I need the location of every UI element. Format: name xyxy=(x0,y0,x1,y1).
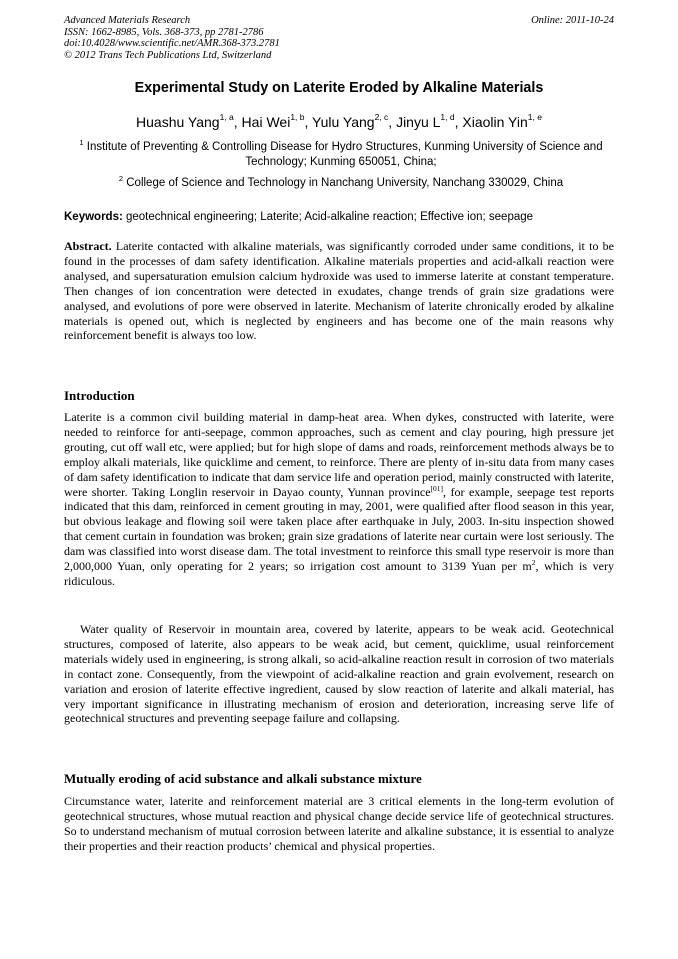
journal-name: Advanced Materials Research xyxy=(64,15,191,26)
introduction-paragraph-1 xyxy=(64,410,614,589)
doi-line: doi:10.4028/www.scientific.net/AMR.368-373.2781 xyxy=(64,38,280,49)
paper-title: Experimental Study on Laterite Eroded by Alkaline Materials xyxy=(134,80,544,96)
author-superscript: 1, e xyxy=(527,112,542,122)
unit-superscript: 2 xyxy=(531,558,536,568)
author: Huashu Yang xyxy=(136,114,220,130)
introduction-paragraph-2: Water quality of Reservoir in mountain area, covered by laterite, appears to be weak acid. Geotechnical structures, composed of laterite, also appears to be weak acid, but cement, quicklime, usual reinforcement materials widely used in engineering, is strong alkali, so acid-alkaline reaction result in corrosion of two materials in contact zone. Consequently, from the viewpoint of acid-alkaline reaction and grain evolvement, research on variation and erosion of laterite effective ingredient, caused by slow reaction of laterite and alkali material, has very important significance in illustrating mechanism of erosion and deterioration, increasing serve life of geotechnical structures and preventing seepage failure and collapsing. xyxy=(64,622,614,726)
affiliation-text: Institute of Preventing & Controlling Disease for Hydro Structures, Kunming University of Science and Technology; Kunming 650051, China; xyxy=(86,141,603,168)
abstract xyxy=(64,239,614,343)
author-superscript: 2, c xyxy=(374,112,389,122)
affiliation-2 xyxy=(58,176,624,191)
section-heading-mutual-eroding: Mutually eroding of acid substance and alkali substance mixture xyxy=(64,771,422,786)
author-superscript: 1, a xyxy=(219,112,234,122)
author-superscript: 1, d xyxy=(440,112,455,122)
author: Jinyu L xyxy=(396,114,441,130)
affiliation-text: College of Science and Technology in Nanchang University, Nanchang 330029, China xyxy=(126,177,564,189)
issn-line: ISSN: 1662-8985, Vols. 368-373, pp 2781-2786 xyxy=(64,26,264,38)
author-list: Huashu Yang$^{1, a}$, Hai Wei$^{1, b}$, Yulu Yang$^{2, c}$, Jinyu L$^{1, d}$, Xiaolin Yin$^{1, e}$ xyxy=(136,112,542,130)
online-date: Online: 2011-10-24 xyxy=(531,15,614,26)
intro-text-a: Laterite is a common civil building material in damp-heat area. When dykes, constructed with laterite, were needed to reinforce for anti-seepage, common approaches, such as cement and clay pouring, high pressure jet grouting, cut off wall etc, were applied; but for high slope of dams and roads, reinforcement methods always be to employ alkali materials, like quicklime and cement, to reinforce. There are plenty of in-situ data from many cases of dam safety identification to indicate that dam service life and operation period, mainly constructed with laterite, were shorter. Taking Longlin reservoir in Dayao county, Yunnan province xyxy=(64,410,614,499)
intro-text-c: , which is very ridiculous. xyxy=(64,559,614,588)
intro-text-b: , for example, seepage test reports indicated that this dam, reinforced in cement grouting in may, 2001, were qualified after flood season in this year, but obvious leakage and flowing soil were taken place after earthquake in July, 2003. In-situ inspection showed that cement curtain in foundation was broken; grain size gradations of laterite near curtain were lost seriously. The dam was classified into worst disease dam. The total investment to reinforce this small type reservoir is more than 2,000,000 Yuan, only operating for 2 years; so irrigation cost amount to 3139 Yuan per m xyxy=(64,484,614,574)
author-superscript: 1, b xyxy=(290,112,305,122)
author: Yulu Yang xyxy=(312,114,375,130)
keywords-label: Keywords: xyxy=(64,211,123,223)
author: Hai Wei xyxy=(241,114,291,130)
affiliation-number: 2 xyxy=(118,174,124,183)
author: Xiaolin Yin xyxy=(462,114,528,130)
copyright-line: © 2012 Trans Tech Publications Ltd, Switzerland xyxy=(64,49,272,61)
section-heading-introduction: Introduction xyxy=(64,388,135,403)
affiliation-number: 1 xyxy=(79,138,84,147)
journal-header xyxy=(64,15,614,61)
abstract-text: Laterite contacted with alkaline materials, was significantly corroded under same conditions, it to be found in the processes of dam safety identification. Alkaline materials properties and acid-alkali reaction were analysed, and supersaturation emulsion calcium hydroxide was used to immerse laterite at constant temperature. Then changes of ion concentration were detected in exudates, change trends of grain size gradations were analysed, and evolutions of pore were observed in laterite. Mechanism of laterite chronically eroded by alkaline materials is opened out, which is neglected by engineers and has become one of the main reasons why reinforcement benefit is always too low. xyxy=(64,239,614,343)
keywords-text: geotechnical engineering; Laterite; Acid-alkaline reaction; Effective ion; seepage xyxy=(126,211,534,223)
abstract-label: Abstract. xyxy=(64,239,112,253)
keywords xyxy=(64,211,624,223)
citation-ref: [01] xyxy=(430,483,444,493)
section2-paragraph-1: Circumstance water, laterite and reinforcement material are 3 critical elements in the long-term evolution of geotechnical structures, whose mutual reaction and physical change decide service life of geotechnical structures. So to understand mechanism of mutual corrosion between laterite and alkaline substance, it is essential to analyze their properties and their reaction products’ chemical and physical properties. xyxy=(64,794,614,853)
affiliation-1 xyxy=(58,140,624,170)
